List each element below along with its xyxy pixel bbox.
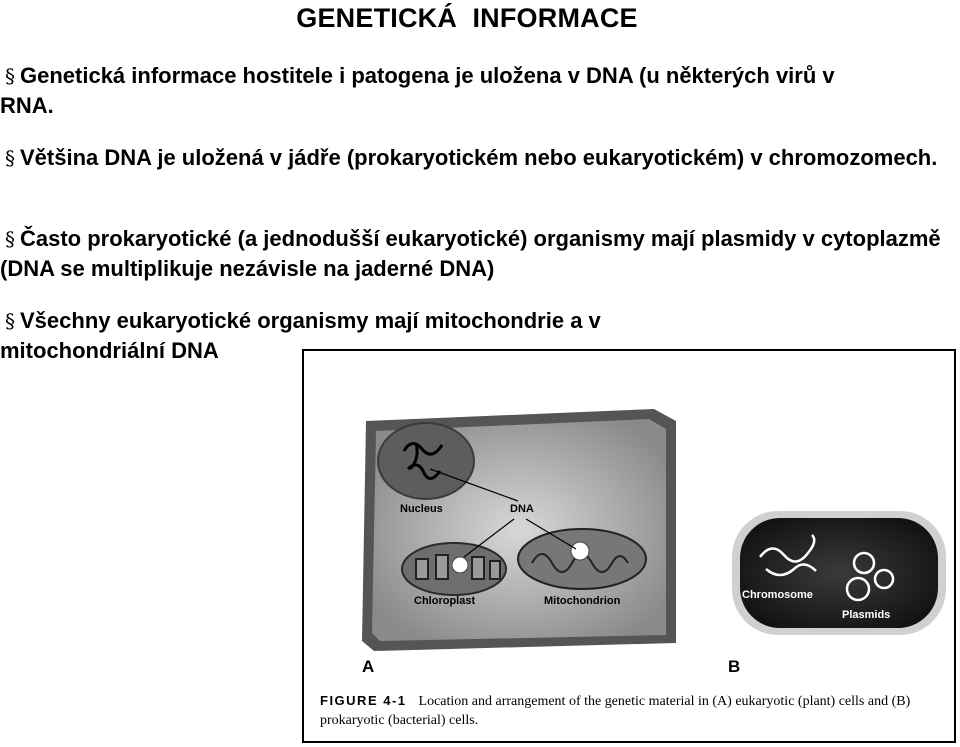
- caption-text: Location and arrangement of the genetic material in (A) eukaryotic (plant) cells and (B) prokaryotic (bacterial) cells.: [320, 694, 911, 728]
- nucleus-label: Nucleus: [400, 503, 443, 515]
- caption-label: FIGURE 4-1: [320, 693, 407, 708]
- figure-caption: [320, 691, 950, 730]
- bullet-text: Genetická informace hostitele i patogena je uložena v DNA (u některých virů v RNA.: [0, 63, 835, 118]
- bullet-text: Všechny eukaryotické organismy mají mitochondrie a v mitochondriální DNA: [0, 308, 601, 363]
- bullet-text: Většina DNA je uložená v jádře (prokaryotickém nebo eukaryotickém) v chromozomech.: [20, 145, 938, 170]
- section-sign-icon: §: [5, 64, 15, 88]
- bullet-text: Často prokaryotické (a jednodušší eukaryotické) organismy mají plasmidy v cytoplazmě (DNA se multiplikuje nezávisle na jaderné DNA): [0, 226, 941, 281]
- panel-b-label: B: [728, 657, 741, 676]
- dna-label: DNA: [510, 503, 534, 515]
- section-sign-icon: §: [5, 146, 15, 170]
- cell-illustration: [304, 351, 956, 743]
- chromosome-label: Chromosome: [742, 589, 813, 601]
- plasmids-label: Plasmids: [842, 609, 891, 621]
- mitochondrion-label: Mitochondrion: [544, 595, 621, 607]
- panel-a-label: A: [362, 657, 375, 676]
- section-sign-icon: §: [5, 309, 15, 333]
- section-sign-icon: §: [5, 227, 15, 251]
- bullet-item: [0, 224, 950, 284]
- nucleus-shape: [378, 423, 474, 499]
- bullet-item: [0, 61, 850, 121]
- bullet-item: [0, 143, 950, 173]
- cell-figure: [302, 349, 956, 743]
- chloroplast-label: Chloroplast: [414, 595, 476, 607]
- slide-title: GENETICKÁ INFORMACE: [296, 3, 638, 33]
